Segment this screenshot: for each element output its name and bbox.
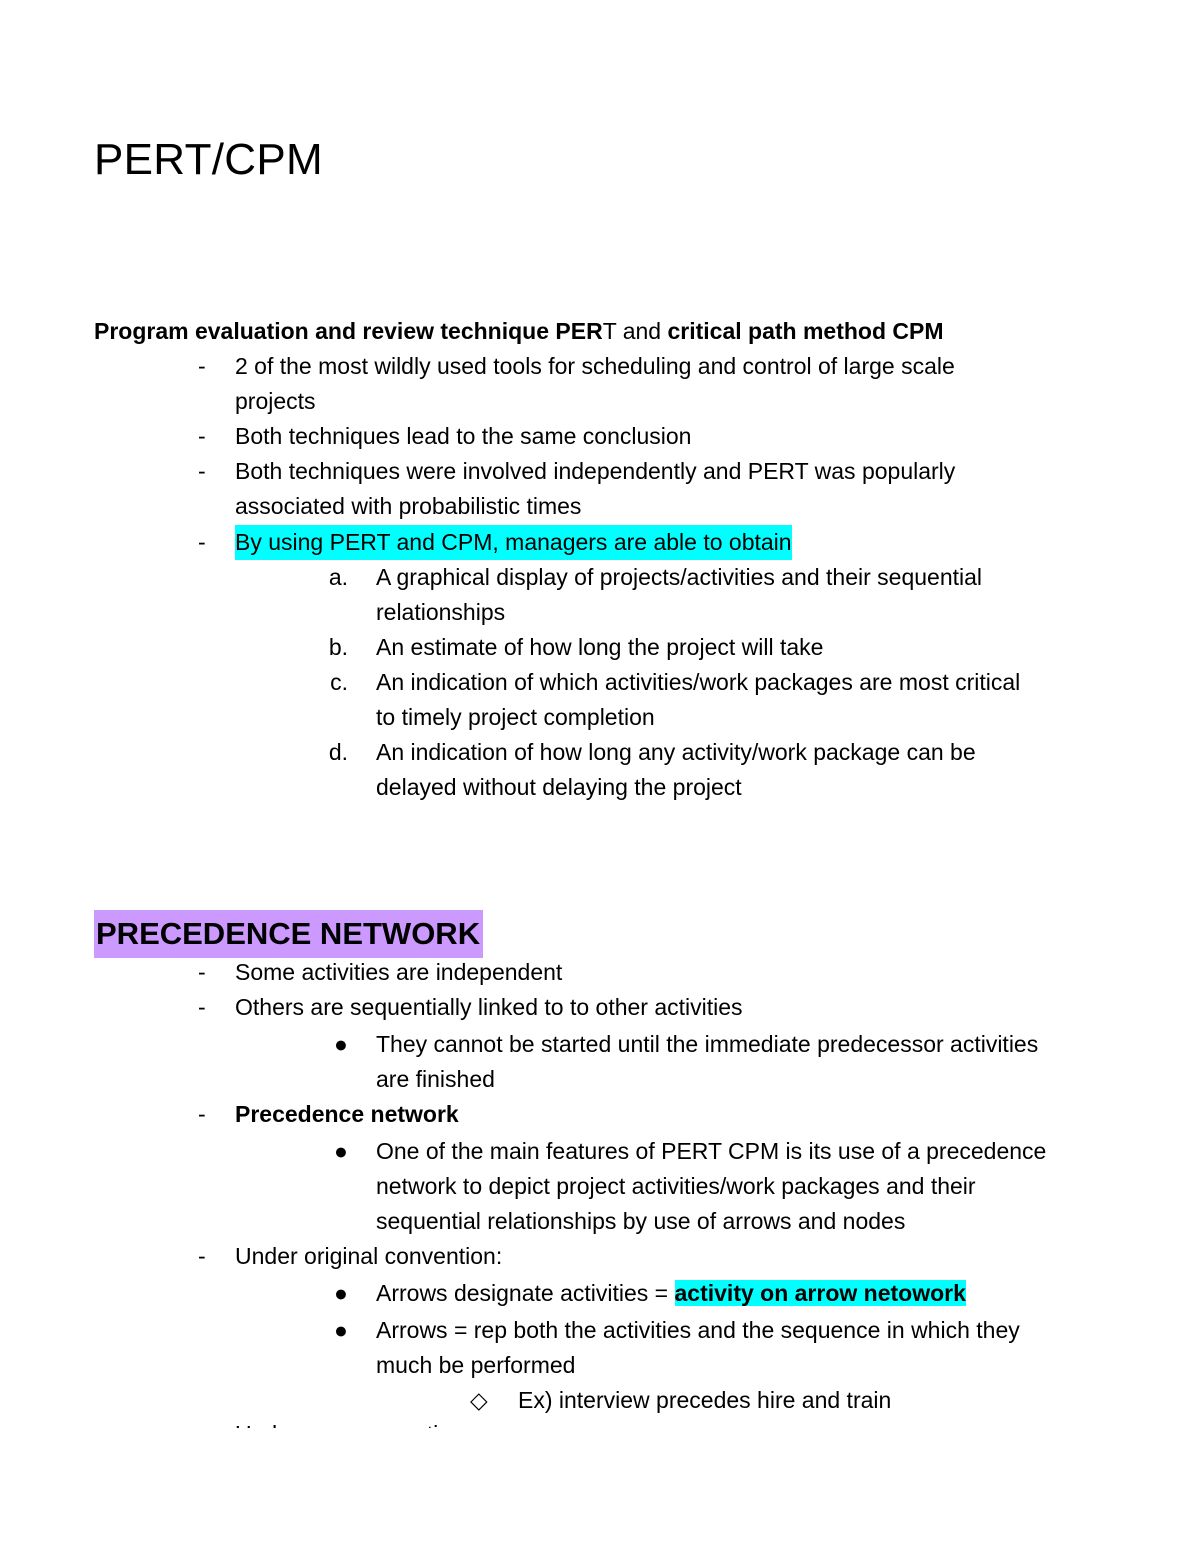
precedence-item-3-sub-line-1: One of the main features of PERT CPM is its use of a precedence (376, 1138, 1047, 1164)
list-item-3-line-2: associated with probabilistic times (235, 493, 582, 519)
bullet-marker: ● (334, 1031, 348, 1057)
list-item-3-line-1: Both techniques were involved independently and PERT was popularly (235, 458, 956, 484)
sublist-item-a-line-1: A graphical display of projects/activities and their sequential (376, 564, 983, 590)
intro-bold-pert: Program evaluation and review technique PER (94, 318, 603, 344)
sublist-item-a-line-2: relationships (376, 599, 506, 625)
bullet-marker: ● (334, 1138, 348, 1164)
precedence-item-3: Precedence network (235, 1101, 459, 1127)
sub-1-highlight: activity on arrow netowork (674, 1280, 966, 1306)
dash-marker: - (198, 458, 206, 484)
intro-plain: T and (602, 318, 668, 344)
precedence-item-4-sub-2-line-1: Arrows = rep both the activities and the sequence in which they (376, 1317, 1020, 1343)
section-heading-precedence-network: PRECEDENCE NETWORK (94, 910, 483, 958)
list-item-2: Both techniques lead to the same conclusion (235, 423, 692, 449)
list-item-4-highlighted: By using PERT and CPM, managers are able to obtain (235, 525, 792, 560)
dash-marker: - (198, 959, 206, 985)
sublist-item-d-line-2: delayed without delaying the project (376, 774, 742, 800)
list-item-1-line-1: 2 of the most wildly used tools for scheduling and control of large scale (235, 353, 955, 379)
intro-bold-cpm: critical path method CPM (667, 318, 944, 344)
precedence-item-4: Under original convention: (235, 1243, 503, 1269)
dash-marker: - (198, 1243, 206, 1269)
precedence-item-2: Others are sequentially linked to to other activities (235, 994, 743, 1020)
sublist-marker-c: c. (330, 669, 348, 695)
page-cutoff-mask (0, 1428, 1200, 1553)
sub-1-prefix: Arrows designate activities = (376, 1280, 675, 1306)
sublist-marker-b: b. (328, 634, 348, 660)
precedence-item-4-sub-2-line-2: much be performed (376, 1352, 576, 1378)
dash-marker: - (198, 1101, 206, 1127)
sublist-marker-d: d. (328, 739, 348, 765)
sublist-marker-a: a. (328, 564, 348, 590)
bullet-marker: ● (334, 1317, 348, 1343)
page-title: PERT/CPM (94, 135, 323, 184)
dash-marker: - (198, 994, 206, 1020)
list-item-1-line-2: projects (235, 388, 316, 414)
bullet-marker: ● (334, 1280, 348, 1306)
dash-marker: - (198, 529, 206, 555)
precedence-item-1: Some activities are independent (235, 959, 563, 985)
sublist-item-b: An estimate of how long the project will take (376, 634, 824, 660)
precedence-item-4-sub-1 (376, 1276, 966, 1311)
precedence-item-2-sub-line-1: They cannot be started until the immediate predecessor activities (376, 1031, 1039, 1057)
diamond-marker: ◇ (470, 1387, 488, 1413)
sublist-item-c-line-2: to timely project completion (376, 704, 655, 730)
precedence-item-2-sub-line-2: are finished (376, 1066, 495, 1092)
dash-marker: - (198, 423, 206, 449)
precedence-item-3-sub-line-2: network to depict project activities/work packages and their (376, 1173, 976, 1199)
sublist-item-c-line-1: An indication of which activities/work packages are most critical (376, 669, 1021, 695)
precedence-item-3-sub-line-3: sequential relationships by use of arrows and nodes (376, 1208, 906, 1234)
dash-marker: - (198, 353, 206, 379)
intro-heading (94, 314, 944, 349)
sublist-item-d-line-1: An indication of how long any activity/work package can be (376, 739, 976, 765)
precedence-example: Ex) interview precedes hire and train (518, 1387, 892, 1413)
